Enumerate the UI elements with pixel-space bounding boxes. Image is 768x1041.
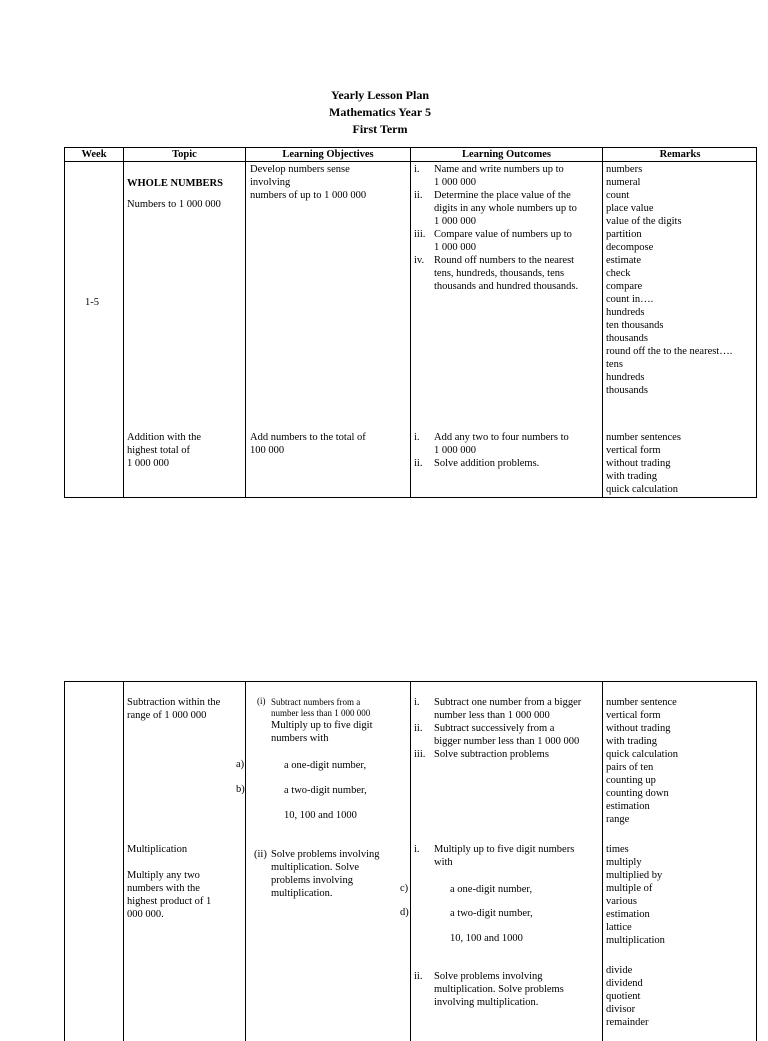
- objective-line: multiplication. Solve: [271, 862, 360, 873]
- outcome-line: with: [434, 857, 453, 868]
- objective-line: Multiply up to five digit: [271, 720, 373, 731]
- remark-item: partition: [606, 229, 642, 240]
- remark-item: various: [606, 896, 637, 907]
- remark-item: remainder: [606, 1017, 649, 1028]
- objective-line: Subtract numbers from a: [271, 697, 361, 707]
- topic-subheading: Numbers to 1 000 000: [127, 199, 221, 210]
- outcome-item: iii. Solve subtraction problems: [414, 749, 549, 760]
- remark-item: multiplication: [606, 935, 665, 946]
- remark-item: numbers: [606, 164, 643, 175]
- title-line-3: First Term: [352, 122, 408, 136]
- remark-item: ten thousands: [606, 320, 664, 331]
- objective-line: number less than 1 000 000: [271, 708, 371, 718]
- remark-item: multiple of: [606, 883, 653, 894]
- objective-line: 100 000: [250, 445, 285, 456]
- title-line-2: Mathematics Year 5: [329, 105, 431, 119]
- outcome-line: Solve problems involving: [434, 971, 543, 982]
- remarks-addition: [606, 431, 681, 496]
- remark-item: place value: [606, 203, 654, 214]
- remark-item: vertical form: [606, 445, 661, 456]
- outcome-item: i. Add any two to four numbers to 1 000 000: [414, 432, 569, 456]
- objective-subtraction: [271, 697, 370, 719]
- remark-item: value of the digits: [606, 216, 682, 227]
- outcome-line: Multiply up to five digit numbers: [434, 844, 575, 855]
- remark-item: with trading: [606, 736, 658, 747]
- remarks-multiplication: [606, 843, 665, 947]
- remark-item: check: [606, 268, 631, 279]
- objective-subitem: a one-digit number,: [284, 760, 367, 771]
- remark-item: times: [606, 844, 629, 855]
- topic-line: range of 1 000 000: [127, 710, 207, 721]
- remarks-subtraction: [606, 696, 678, 826]
- objective-subitem: 10, 100 and 1000: [284, 810, 357, 821]
- remark-item: round off the to the nearest….: [606, 346, 733, 357]
- objective-line: Add numbers to the total of: [250, 432, 366, 443]
- remark-item: tens: [606, 359, 623, 370]
- header-learning-objectives: Learning Objectives: [282, 149, 374, 160]
- outcome-item: iv. Round off numbers to the nearest tens, hundreds, thousands, tens thousands and hundred thousands.: [414, 255, 579, 292]
- topic-addition: [127, 431, 201, 470]
- remark-item: divisor: [606, 1004, 636, 1015]
- outcome-item: i. Subtract one number from a bigger number less than 1 000 000: [414, 697, 582, 721]
- objective-addition: [250, 431, 366, 457]
- topic-line: Subtraction within the: [127, 697, 221, 708]
- objective-line: involving: [250, 177, 291, 188]
- remark-item: quick calculation: [606, 749, 679, 760]
- outcome-multiplication-problems: [434, 970, 564, 1009]
- objective-line: problems involving: [271, 875, 353, 886]
- outcome-multiplication: [434, 843, 574, 869]
- outcome-subitem: 10, 100 and 1000: [450, 933, 523, 944]
- topic-line: numbers with the: [127, 883, 200, 894]
- remark-item: counting up: [606, 775, 656, 786]
- remark-item: compare: [606, 281, 643, 292]
- list-marker: c): [400, 883, 409, 894]
- remark-item: number sentences: [606, 432, 681, 443]
- remark-item: pairs of ten: [606, 762, 654, 773]
- remark-item: counting down: [606, 788, 669, 799]
- lesson-plan-table-1: [64, 147, 757, 498]
- week-range: 1-5: [85, 297, 99, 308]
- topic-multiplication-detail: [127, 869, 211, 921]
- remark-item: estimation: [606, 909, 650, 920]
- objective-multiplication: [271, 848, 380, 900]
- outcome-line: involving multiplication.: [434, 997, 539, 1008]
- outcomes-subtraction: [414, 696, 581, 761]
- outcome-item: ii. Subtract successively from a bigger number less than 1 000 000: [414, 723, 580, 747]
- remark-item: decompose: [606, 242, 654, 253]
- topic-line: Addition with the: [127, 432, 202, 443]
- remark-item: number sentence: [606, 697, 677, 708]
- objective-line: Develop numbers sense: [250, 164, 350, 175]
- remark-item: multiply: [606, 857, 642, 868]
- remark-item: thousands: [606, 333, 648, 344]
- header-learning-outcomes: Learning Outcomes: [462, 149, 551, 160]
- remark-item: thousands: [606, 385, 648, 396]
- objective-line: multiplication.: [271, 888, 333, 899]
- remark-item: hundreds: [606, 372, 645, 383]
- topic-line: highest total of: [127, 445, 190, 456]
- outcome-subitem: a two-digit number,: [450, 908, 533, 919]
- remarks-division: [606, 964, 649, 1029]
- list-marker: b): [236, 784, 245, 795]
- outcome-subitem: a one-digit number,: [450, 884, 533, 895]
- remark-item: estimation: [606, 801, 650, 812]
- objective-multiply: [271, 719, 373, 745]
- remark-item: dividend: [606, 978, 643, 989]
- list-marker: a): [236, 759, 245, 770]
- outcome-number: ii.: [414, 971, 423, 982]
- lesson-plan-table-2: [64, 681, 757, 1041]
- topic-subtraction: [127, 696, 220, 722]
- remark-item: lattice: [606, 922, 632, 933]
- outcome-line: multiplication. Solve problems: [434, 984, 564, 995]
- objective-cell: [250, 163, 366, 202]
- remark-item: estimate: [606, 255, 641, 266]
- remark-item: divide: [606, 965, 633, 976]
- topic-line: 000 000.: [127, 909, 164, 920]
- outcomes-addition: [414, 431, 569, 470]
- objective-number: (i): [257, 696, 266, 706]
- topic-cell: [127, 177, 223, 211]
- title-line-1: Yearly Lesson Plan: [330, 88, 429, 102]
- remark-item: count in….: [606, 294, 654, 305]
- objective-line: Solve problems involving: [271, 849, 380, 860]
- remark-item: vertical form: [606, 710, 661, 721]
- topic-multiplication: Multiplication: [127, 844, 188, 855]
- outcomes-list: [414, 163, 578, 293]
- remark-item: hundreds: [606, 307, 645, 318]
- outcome-number: i.: [414, 844, 420, 855]
- remark-item: with trading: [606, 471, 658, 482]
- remarks-cell: [606, 163, 732, 397]
- outcome-item: ii. Determine the place value of the digits in any whole numbers up to 1 000 000: [414, 190, 577, 227]
- header-topic: Topic: [172, 149, 197, 160]
- topic-line: Multiply any two: [127, 870, 200, 881]
- remark-item: numeral: [606, 177, 641, 188]
- list-marker: d): [400, 907, 409, 918]
- outcome-item: i. Name and write numbers up to 1 000 000: [414, 164, 564, 188]
- remark-item: multiplied by: [606, 870, 663, 881]
- remark-item: without trading: [606, 458, 671, 469]
- topic-heading: WHOLE NUMBERS: [127, 178, 223, 189]
- objective-line: numbers of up to 1 000 000: [250, 190, 367, 201]
- remark-item: without trading: [606, 723, 671, 734]
- remark-item: quotient: [606, 991, 641, 1002]
- outcome-item: iii. Compare value of numbers up to 1 000 000: [414, 229, 572, 253]
- remark-item: quick calculation: [606, 484, 679, 495]
- objective-subitem: a two-digit number,: [284, 785, 367, 796]
- header-week: Week: [81, 149, 107, 160]
- remark-item: count: [606, 190, 630, 201]
- document-title: [0, 87, 760, 138]
- header-remarks: Remarks: [659, 149, 701, 160]
- objective-number: (ii): [254, 849, 267, 860]
- objective-line: numbers with: [271, 733, 329, 744]
- topic-line: highest product of 1: [127, 896, 212, 907]
- remark-item: range: [606, 814, 630, 825]
- outcome-item: ii. Solve addition problems.: [414, 458, 540, 469]
- topic-line: 1 000 000: [127, 458, 169, 469]
